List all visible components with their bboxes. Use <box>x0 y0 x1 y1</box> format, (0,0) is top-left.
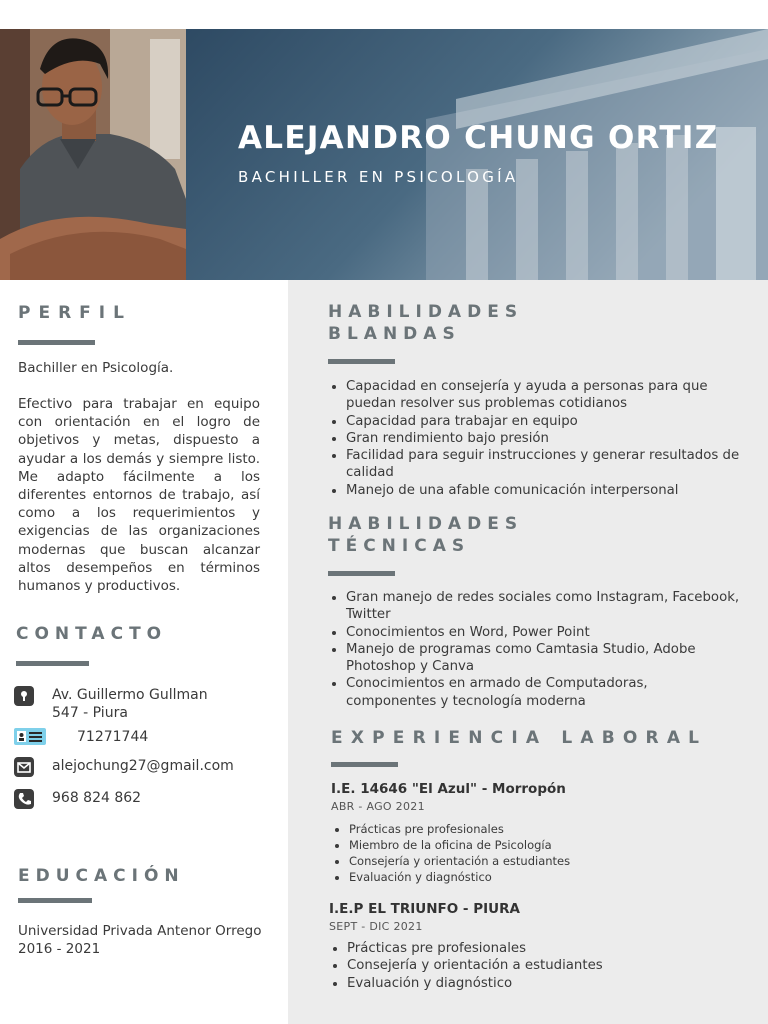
experiencia-divider <box>331 762 398 767</box>
educacion-divider <box>18 898 92 903</box>
perfil-body: Efectivo para trabajar en equipo con orientación en el logro de objetivos y metas, dispuesto a ayudar a los demás y siempre listo. Me adapto fácilmente a los diferentes entornos de trabajo, así como a los requerimientos y exigencias de las organizaciones modernas que buscan alcanzar altos desempeños en términos humanos y productivos. <box>18 396 260 595</box>
blandas-list <box>328 378 740 499</box>
contacto-heading: CONTACTO <box>16 624 168 644</box>
list-item: • Evaluación y diagnóstico <box>349 869 731 885</box>
education-entry <box>18 922 278 958</box>
email-link[interactable]: alejochung27@gmail.com <box>52 758 234 774</box>
address-text <box>52 686 208 722</box>
list-item: • Prácticas pre profesionales <box>349 821 731 837</box>
tecnicas-heading <box>328 513 523 557</box>
tecnicas-list <box>328 589 740 710</box>
experiencia-heading: EXPERIENCIA LABORAL <box>331 728 708 748</box>
list-item: • Consejería y orientación a estudiantes <box>349 853 731 869</box>
blandas-heading <box>328 301 523 345</box>
education-years: 2016 - 2021 <box>18 941 101 958</box>
perfil-divider <box>18 340 95 345</box>
list-item: • Facilidad para seguir instrucciones y generar resultados de calidad <box>346 447 740 482</box>
address-line-1: Av. Guillermo Gullman <box>52 687 208 703</box>
list-item: • Conocimientos en armado de Computadoras, componentes y tecnología moderna <box>346 675 740 710</box>
tecnicas-heading-line-2: TÉCNICAS <box>328 536 471 556</box>
id-card-icon <box>14 728 46 745</box>
list-item: • Gran manejo de redes sociales como Instagram, Facebook, Twitter <box>346 589 740 624</box>
education-school: Universidad Privada Antenor Orrego <box>18 923 262 939</box>
list-item: • Gran rendimiento bajo presión <box>346 430 740 447</box>
contact-phone <box>14 789 141 811</box>
list-item: • Evaluación y diagnóstico <box>347 975 729 992</box>
contacto-divider <box>16 661 89 666</box>
location-pin-icon <box>14 686 34 706</box>
list-item: • Manejo de una afable comunicación interpersonal <box>346 482 740 499</box>
tecnicas-heading-line-1: HABILIDADES <box>328 514 524 534</box>
contact-dni <box>14 728 148 750</box>
candidate-title: BACHILLER EN PSICOLOGÍA <box>238 168 519 186</box>
job-title: I.E.P EL TRIUNFO - PIURA <box>329 901 520 917</box>
contact-email <box>14 757 234 779</box>
perfil-intro: Bachiller en Psicología. <box>18 360 174 376</box>
blandas-divider <box>328 359 395 364</box>
job-duties <box>331 821 731 885</box>
job-entry-2 <box>329 901 729 992</box>
job-duties <box>329 940 729 992</box>
address-line-2: 547 - Piura <box>52 705 128 721</box>
list-item: • Consejería y orientación a estudiantes <box>347 957 729 974</box>
envelope-icon <box>14 757 34 777</box>
list-item: • Capacidad para trabajar en equipo <box>346 413 740 430</box>
dni-text: 71271744 <box>77 729 149 745</box>
tecnicas-divider <box>328 571 395 576</box>
contact-address <box>14 686 208 721</box>
phone-text: 968 824 862 <box>52 790 142 806</box>
perfil-heading: PERFIL <box>18 303 132 323</box>
job-entry-1 <box>331 781 731 885</box>
job-date: SEPT - DIC 2021 <box>329 920 423 933</box>
list-item: • Manejo de programas como Camtasia Studio, Adobe Photoshop y Canva <box>346 641 740 676</box>
list-item: • Miembro de la oficina de Psicología <box>349 837 731 853</box>
blandas-heading-line-1: HABILIDADES <box>328 302 524 322</box>
blandas-heading-line-2: BLANDAS <box>328 324 461 344</box>
list-item: • Prácticas pre profesionales <box>347 940 729 957</box>
job-date: ABR - AGO 2021 <box>331 800 425 813</box>
job-title: I.E. 14646 "El Azul" - Morropón <box>331 781 566 797</box>
candidate-name: ALEJANDRO CHUNG ORTIZ <box>238 120 719 156</box>
educacion-heading: EDUCACIÓN <box>18 866 185 886</box>
list-item: • Capacidad en consejería y ayuda a personas para que puedan resolver sus problemas cotidianos <box>346 378 740 413</box>
list-item: • Conocimientos en Word, Power Point <box>346 624 740 641</box>
profile-photo <box>0 29 186 280</box>
phone-icon <box>14 789 34 809</box>
